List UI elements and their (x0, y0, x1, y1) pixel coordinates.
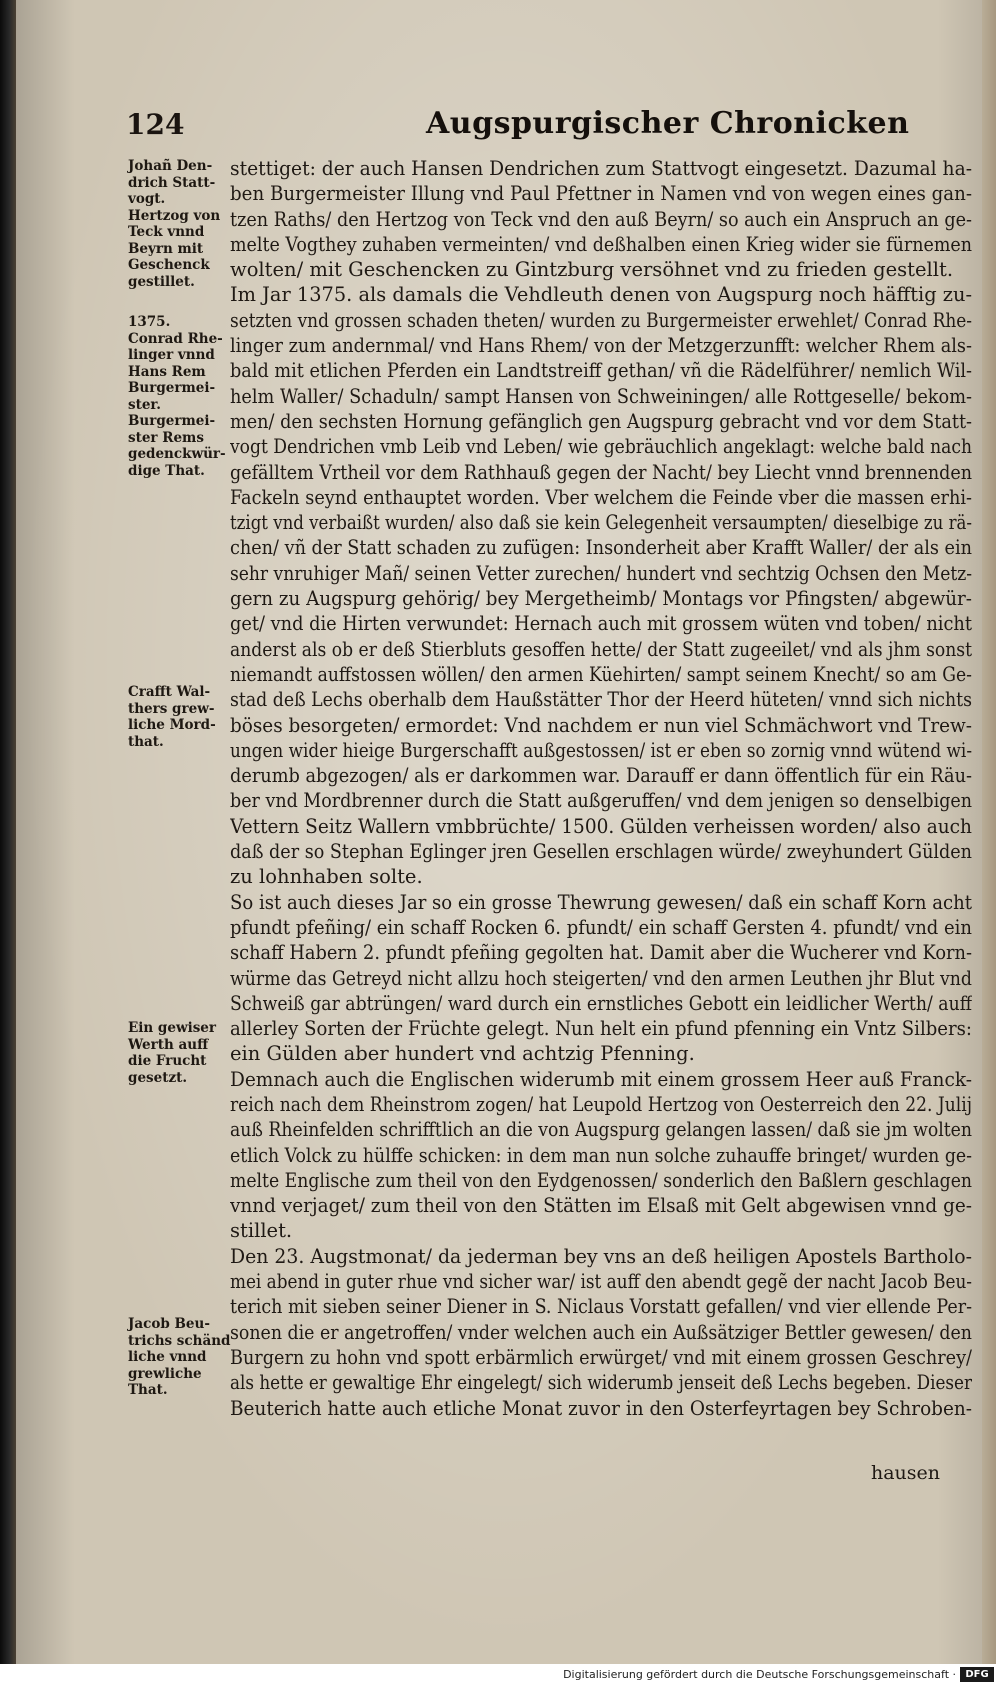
marginal-line: Geschenck (128, 257, 210, 273)
text-line: Beuterich hatte auch etliche Monat zuvor in den Osterfeyrtagen bey Schroben- (230, 1396, 972, 1420)
marginal-note-3 (128, 1020, 224, 1086)
text-line: als hette er gewaltige Ehr eingelegt/ sich widerumb jenseit deß Lechs begeben. Dieser (230, 1371, 972, 1395)
text-line: get/ vnd die Hirten verwundet: Hernach auch mit grossem wüten vnd toben/ nicht (230, 612, 972, 636)
marginal-line: Teck vnnd (128, 224, 205, 240)
funding-credit: Digitalisierung gefördert durch die Deutsche Forschungsgemeinschaft · (563, 1668, 956, 1681)
marginal-line: grewliche (128, 1365, 202, 1382)
marginal-line: Jacob Beu- (128, 1316, 210, 1332)
text-line: pfundt pfeñing/ ein schaff Rocken 6. pfundt/ ein schaff Gersten 4. pfundt/ vnd ein (230, 915, 972, 939)
marginal-line: gestillet. (128, 273, 195, 290)
marginal-line: vogt. (128, 191, 166, 207)
page-number: 124 (126, 108, 185, 141)
text-line: stettiget: der auch Hansen Dendrichen zum Stattvogt eingesetzt. Dazumal ha- (230, 157, 972, 180)
text-line: reich nach dem Rheinstrom zogen/ hat Leupold Hertzog von Oesterreich den 22. Julij (230, 1092, 972, 1116)
marginal-line: linger vnnd (128, 347, 215, 363)
marginal-line: Crafft Wal- (128, 684, 211, 700)
text-line: würme das Getreyd nicht allzu hoch steigerten/ vnd den armen Leuthen jhr Blut vnd (230, 966, 972, 990)
marginal-line: dige That. (128, 462, 205, 479)
marginal-line: Werth auff (128, 1036, 209, 1053)
text-line: wolten/ mit Geschencken zu Gintzburg versöhnet vnd zu frieden gestellt. (230, 258, 954, 282)
text-line: auß Rheinfelden schrifftlich an die von Augspurg gelangen lassen/ daß sie jm wolten (230, 1118, 972, 1142)
text-line: vnnd verjaget/ zum theil von den Stätten im Elsaß mit Gelt abgewisen vnnd ge- (230, 1194, 972, 1218)
text-line: Den 23. Augstmonat/ da jederman bey vns an deß heiligen Apostels Bartholo- (230, 1244, 972, 1268)
text-line: ben Burgermeister Illung vnd Paul Pfettner in Namen vnd von wegen eines gan- (230, 182, 972, 206)
marginal-line: Hertzog von (128, 207, 221, 224)
marginal-note-2 (128, 684, 224, 750)
text-line: gern zu Augspurg gehörig/ bey Mergetheimb/ Montags vor Pfingsten/ abgewür- (230, 587, 972, 611)
marginal-line: die Frucht (128, 1053, 207, 1069)
text-line: So ist auch dieses Jar so ein grosse Thewrung gewesen/ daß ein schaff Korn acht (230, 890, 972, 914)
marginal-note-4 (128, 1316, 231, 1399)
text-line: helm Waller/ Schaduln/ sampt Hansen von Schweiningen/ alle Rottgeselle/ bekom- (230, 384, 972, 408)
text-line: Burgern zu hohn vnd spott erbärmlich erwürget/ vnd mit einem grossen Geschrey/ (230, 1345, 972, 1369)
text-line: melte Vogthey zuhaben vermeinten/ vnd deßhalben einen Krieg wider sie fürnemen (230, 232, 972, 256)
text-line: setzten vnd grossen schaden theten/ wurden zu Burgermeister erwehlet/ Conrad Rhe- (230, 308, 972, 332)
text-line: etlich Volck zu hülffe schicken: in dem man nun solche zuhauffe bringet/ wurden ge- (230, 1143, 972, 1167)
text-line: schaff Habern 2. pfundt pfeñing gegolten hat. Damit aber die Wucherer vnd Korn- (230, 941, 972, 965)
marginal-line: liche Mord- (128, 717, 216, 733)
text-line: stillet. (230, 1219, 293, 1243)
text-line: ber vnd Mordbrenner durch die Statt außgeruffen/ vnd dem jenigen so denselbigen (230, 789, 972, 813)
text-line: zu lohnhaben solte. (230, 865, 423, 889)
marginal-line: trichs schänd (128, 1332, 231, 1349)
text-line: gefälltem Vrtheil vor dem Rathhauß gegen der Nacht/ bey Liecht vnnd brennenden (230, 460, 972, 484)
marginal-note-0 (128, 158, 224, 290)
marginal-line: That. (128, 1382, 168, 1398)
text-line: Demnach auch die Englischen widerumb mit einem grossem Heer auß Franck- (230, 1067, 972, 1091)
footer-bar (0, 1664, 1000, 1686)
dfg-logo-icon: DFG (960, 1667, 994, 1682)
text-line: ein Gülden aber hundert vnd achtzig Pfenning. (230, 1042, 695, 1066)
text-line: Schweiß gar abtrüngen/ ward durch ein ernstliches Gebott ein leidlicher Werth/ auff (230, 991, 972, 1015)
text-line: sehr vnruhiger Mañ/ seinen Vetter zurechen/ hundert vnd sechtzig Ochsen den Metz- (230, 561, 972, 585)
marginal-line: drich Statt- (128, 174, 216, 191)
text-line: niemandt auffstossen wöllen/ den armen Küehirten/ sampt seinem Knecht/ so am Ge- (230, 662, 972, 686)
text-line: allerley Sorten der Früchte gelegt. Nun helt ein pfund pfenning ein Vntz Silbers: (230, 1017, 972, 1041)
text-line: men/ den sechsten Hornung gefänglich gen Augspurg gebracht vnd vor dem Statt- (230, 409, 972, 433)
page-header (126, 106, 910, 146)
text-line: böses besorgeten/ ermordet: Vnd nachdem er nun viel Schmächwort vnd Trew- (230, 713, 972, 737)
marginal-line: ster Rems (128, 429, 204, 446)
text-line: bald mit etlichen Pferden ein Landtstreiff gethan/ vñ die Rädelführer/ nemlich Wil- (230, 359, 972, 383)
marginal-line: gedenckwür- (128, 446, 226, 462)
text-line: linger zum andernmal/ vnd Hans Rhem/ von der Metzgerzunfft: welcher Rhem als- (230, 334, 972, 358)
text-line: anderst als ob er deß Stierbluts gesoffen hette/ der Statt zugeeilet/ vnd als jhm sonst (230, 637, 972, 661)
marginal-line: Burgermei- (128, 413, 216, 429)
text-line: chen/ vñ der Statt schaden zu zufügen: Insonderheit aber Krafft Waller/ der als ein (230, 536, 972, 560)
text-line: stad deß Lechs oberhalb dem Haußstätter Thor der Heerd hüteten/ vnnd sich nichts (230, 688, 972, 712)
text-line: melte Englische zum theil von den Eydgenossen/ sonderlich den Baßlern geschlagen (230, 1168, 972, 1192)
marginal-line: Beyrn mit (128, 240, 204, 257)
text-line: derumb abgezogen/ als er darkommen war. Darauff er dann öffentlich für ein Räu- (230, 764, 972, 788)
text-line: Fackeln seynd enthauptet worden. Vber welchem die Feinde vber die massen erhi- (230, 485, 972, 509)
marginal-line: Conrad Rhe- (128, 330, 223, 347)
book-spine (0, 0, 16, 1686)
text-line: terich mit sieben seiner Diener in S. Niclaus Vorstatt gefallen/ vnd vier ellende Per- (230, 1295, 972, 1319)
marginal-line: gesetzt. (128, 1069, 188, 1086)
marginal-line: Johañ Den- (128, 158, 213, 174)
marginal-note-1 (128, 314, 224, 479)
marginal-line: Burgermei- (128, 380, 216, 396)
text-line: tzen Raths/ den Hertzog von Teck vnd den auß Beyrn/ so auch ein Anspruch an ge- (230, 207, 972, 231)
marginal-line: thers grew- (128, 700, 215, 717)
marginal-line: Hans Rem (128, 363, 206, 380)
catchword: hausen (870, 1462, 940, 1484)
text-line: vogt Dendrichen vmb Leib vnd Leben/ wie gebräuchlich angeklagt: welche bald nach (230, 435, 972, 459)
page-edge (982, 0, 996, 1664)
marginal-line: ster. (128, 396, 161, 413)
text-line: Im Jar 1375. als damals die Vehdleuth denen von Augspurg noch häfftig zu- (230, 283, 972, 307)
text-line: Vettern Seitz Wallern vmbbrüchte/ 1500. Gülden verheissen worden/ also auch (230, 814, 972, 838)
marginal-line: Ein gewiser (128, 1020, 217, 1036)
text-line: tzigt vnd verbaißt wurden/ also daß sie kein Gelegenheit versaumpten/ dieselbige zu rä- (230, 511, 972, 535)
marginal-line: 1375. (128, 314, 171, 330)
book-page (16, 0, 996, 1664)
text-line: mei abend in guter rhue vnd sicher war/ ist auff den abendt gegẽ der nacht Jacob Beu- (230, 1270, 972, 1294)
text-line: ungen wider hieige Burgerschafft außgestossen/ ist er eben so zornig vnnd wütend wi- (230, 738, 972, 762)
text-line: daß der so Stephan Eglinger jren Gesellen erschlagen würde/ zweyhundert Gülden (230, 840, 972, 864)
body-text (230, 156, 972, 1421)
text-line: sonen die er angetroffen/ vnder welchen auch ein Außsätziger Bettler gewesen/ den (230, 1320, 972, 1344)
running-title: Augspurgischer Chronicken (426, 106, 910, 141)
marginal-line: that. (128, 733, 164, 750)
marginal-line: liche vnnd (128, 1349, 207, 1365)
